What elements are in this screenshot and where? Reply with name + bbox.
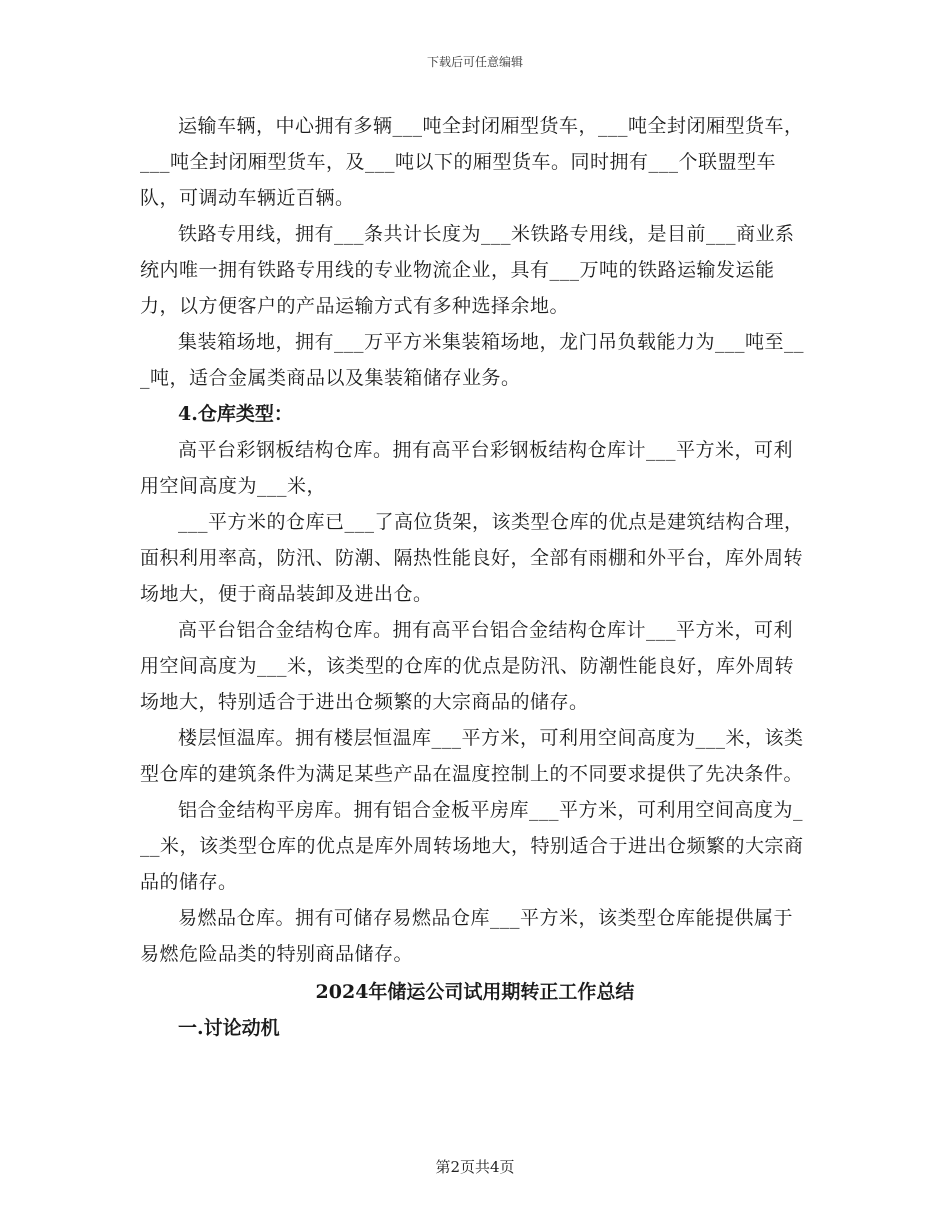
paragraph-aluminum-bungalow: 铝合金结构平房库。拥有铝合金板平房库___平方米，可利用空间高度为___米，该类型仓库的优点是库外周转场地大，特别适合于进出仓频繁的大宗商品的储存。 (140, 799, 804, 893)
page-number-footer: 第2页共4页 (435, 1158, 515, 1176)
section-heading-motivation: 一.讨论动机 (178, 1017, 280, 1039)
paragraph-aluminum-warehouse: 高平台铝合金结构仓库。拥有高平台铝合金结构仓库计___平方米，可利用空间高度为___米，该类型的仓库的优点是防汛、防潮性能良好，库外周转场地大，特别适合于进出仓频繁的大宗商品的储存。 (140, 619, 795, 713)
document-body (140, 108, 810, 1046)
document-title: 2024年储运公司试用期转正工作总结 (315, 981, 635, 1003)
paragraph-vehicles: 运输车辆，中心拥有多辆___吨全封闭厢型货车，___吨全封闭厢型货车，___吨全封闭厢型货车，及___吨以下的厢型货车。同时拥有___个联盟型车队，可调动车辆近百辆。 (140, 115, 804, 209)
paragraph-steel-warehouse: 高平台彩钢板结构仓库。拥有高平台彩钢板结构仓库计___平方米，可利用空间高度为___米， (140, 439, 794, 497)
section-heading-warehouse-types: 4.仓库类型： (178, 403, 293, 425)
page-header-note: 下载后可任意编辑 (426, 55, 523, 69)
paragraph-container-yard: 集装箱场地，拥有___万平方米集装箱场地，龙门吊负载能力为___吨至___吨，适合金属类商品以及集装箱储存业务。 (140, 331, 805, 389)
paragraph-railway: 铁路专用线，拥有___条共计长度为___米铁路专用线，是目前___商业系统内唯一拥有铁路专用线的专业物流企业，具有___万吨的铁路运输发运能力，以方便客户的产品运输方式有多种选择余地。 (140, 223, 795, 317)
paragraph-high-shelf: ___平方米的仓库已___了高位货架，该类型仓库的优点是建筑结构合理，面积利用率高，防汛、防潮、隔热性能良好，全部有雨棚和外平台，库外周转场地大，便于商品装卸及进出仓。 (140, 511, 804, 605)
paragraph-flammable: 易燃品仓库。拥有可储存易燃品仓库___平方米，该类型仓库能提供属于易燃危险品类的特别商品储存。 (140, 907, 794, 965)
paragraph-constant-temp: 楼层恒温库。拥有楼层恒温库___平方米，可利用空间高度为___米，该类型仓库的建筑条件为满足某些产品在温度控制上的不同要求提供了先决条件。 (140, 727, 804, 785)
